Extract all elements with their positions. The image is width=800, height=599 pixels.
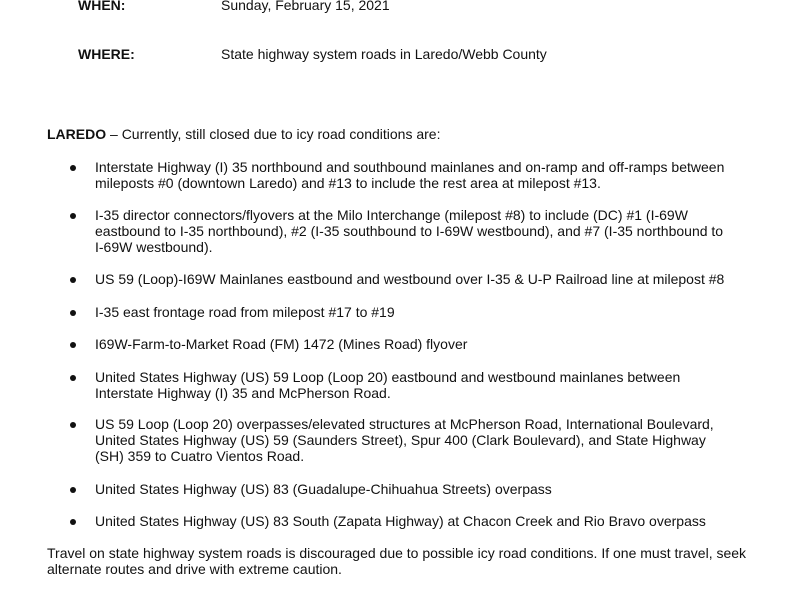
when-label: WHEN: [78,0,126,13]
closure-text: Interstate Highway (I) 35 northbound and southbound mainlanes and on-ramp and off-ramps between mileposts #0 (downtown Laredo) and #13 to include the rest area at milepost #13. [95,159,725,191]
bullet-icon [70,375,76,381]
closure-text: I-35 director connectors/flyovers at the Milo Interchange (milepost #8) to include (DC) #1 (I-69W eastbound to I-35 northbound), #2 (I-35 southbound to I-69W westbound), and #7 (I-35 northbound to I-69W westbound). [95,207,724,255]
closure-text: United States Highway (US) 83 South (Zapata Highway) at Chacon Creek and Rio Bravo overpass [95,513,706,529]
bullet-icon [70,342,76,348]
closing-note: Travel on state highway system roads is discouraged due to possible icy road conditions. If one must travel, seek alternate routes and drive with extreme caution. [47,545,747,577]
closure-text: US 59 (Loop)-I69W Mainlanes eastbound and westbound over I-35 & U-P Railroad line at milepost #8 [95,271,725,287]
bullet-icon [70,519,76,525]
bullet-icon [70,213,76,219]
bullet-icon [70,422,76,428]
closure-text: United States Highway (US) 59 Loop (Loop 20) eastbound and westbound mainlanes between Interstate Highway (I) 35 and McPherson Road. [95,369,681,401]
bullet-icon [70,277,76,283]
bullet-icon [70,310,76,316]
closure-text: US 59 Loop (Loop 20) overpasses/elevated structures at McPherson Road, International Boulevard, United States Highway (US) 59 (Saunders Street), Spur 400 (Clark Boulevard), and State Highway (SH) 359 to Cuatro Vientos Road. [95,416,714,464]
intro-paragraph [47,126,767,142]
where-label: WHERE: [78,46,135,62]
intro-city: LAREDO [47,126,107,142]
closure-text: I-35 east frontage road from milepost #17 to #19 [95,304,395,320]
bullet-icon [70,165,76,171]
bullet-icon [70,487,76,493]
where-value: State highway system roads in Laredo/Webb County [221,46,547,62]
intro-text: – Currently, still closed due to icy road conditions are: [106,126,441,142]
closure-text: I69W-Farm-to-Market Road (FM) 1472 (Mines Road) flyover [95,336,468,352]
closure-text: United States Highway (US) 83 (Guadalupe-Chihuahua Streets) overpass [95,481,552,497]
when-value: Sunday, February 15, 2021 [221,0,390,13]
